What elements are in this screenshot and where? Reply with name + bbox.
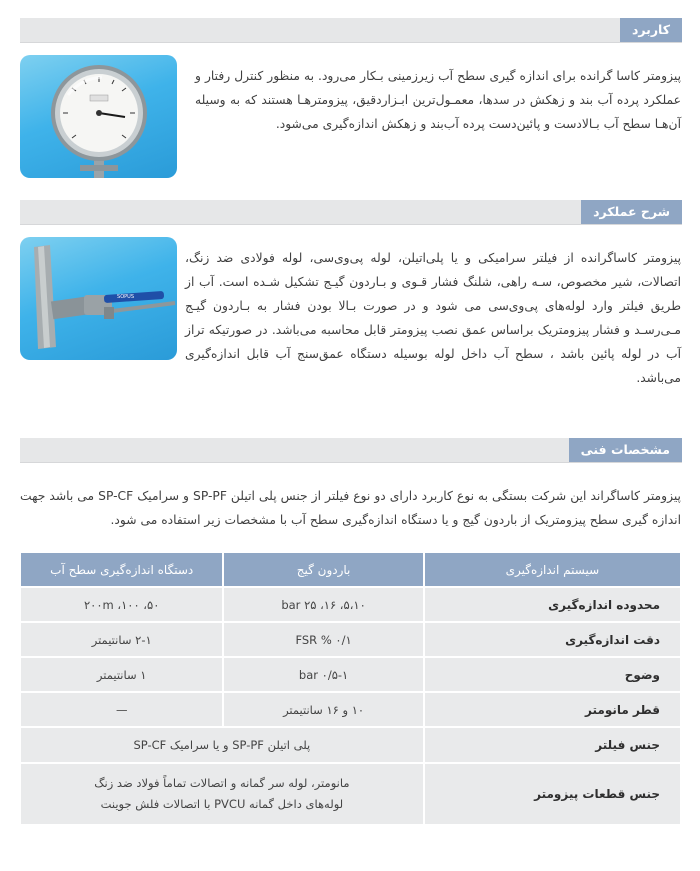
svg-text:SOPUS: SOPUS <box>117 294 134 300</box>
section-title-operation: شرح عملکرد <box>581 200 682 224</box>
header-measuring-system: سیستم اندازه‌گیری <box>424 553 681 587</box>
meter-cell: — <box>20 692 223 727</box>
row-label: محدوده اندازه‌گیری <box>424 587 681 622</box>
gauge-cell: ۰/۵-۱ bar <box>223 657 423 692</box>
row-label: دقت اندازه‌گیری <box>424 622 681 657</box>
table-row-filter <box>20 727 681 763</box>
gauge-cell: ۵،۱۰، ۱۶، ۲۵ bar <box>223 587 423 622</box>
pressure-gauge-photo <box>20 55 177 178</box>
table-row-parts <box>20 763 681 825</box>
usage-text: پیزومتر کاسا گرانده برای اندازه گیری سطح آب زیرزمینی بـکار می‌رود. به منظور کنترل رفتار و عملکرد پرده آب بند و زهکش در سدها، معمـول‌ترین ابـزاردقیق، پیزومترهـا هستند که به وسیله آن‌هـا سطح آب بـالادست و پائین‌دست پرده آب‌بند و زهکش اندازه‌گیری می‌شود. <box>195 69 681 131</box>
table-header-row <box>20 553 681 587</box>
table-row <box>20 622 681 657</box>
section-header-usage <box>20 18 682 43</box>
header-bourdon-gauge: باردون گیج <box>223 553 423 587</box>
parts-line-2: لوله‌های داخل گمانه PVCU با اتصالات فلش جوینت <box>100 797 344 811</box>
gauge-cell: ۱۰ و ۱۶ سانتیمتر <box>223 692 423 727</box>
meter-cell: ۱ سانتیمتر <box>20 657 223 692</box>
piezometer-parts-photo <box>20 237 177 360</box>
row-label: جنس فیلتر <box>424 727 681 763</box>
row-label: وضوح <box>424 657 681 692</box>
operation-text: پیزومتر کاساگرانده از فیلتر سرامیکی و یا پلی‌اتیلن، لوله پی‌وی‌سی، لوله فولادی ضد زنگ، اتصالات، شیر مخصوص، سـه راهی، شلنگ فشار قـوی و بـاردون گیـج تشکیل شـده است. آب از طریق فیلتر وارد لوله‌های پی‌وی‌سی می شود و در صورت بـالا بودن فشار به بـاردون گیـج مـی‌رسـد و فشار پیزومتریک براساس عمق نصب پیزومتر قابل محاسبه می‌باشد. در صورتیکه تراز آب در لوله پائین باشد ، سطح آب داخل لوله بوسیله دستگاه عمق‌سنج آب قابل اندازه‌گیری می‌باشد. <box>185 251 681 385</box>
parts-line-1: مانومتر، لوله سر گمانه و اتصالات تماماً فولاد ضد زنگ <box>94 776 350 790</box>
section-header-specs <box>20 438 682 463</box>
section-header-operation <box>20 200 682 225</box>
section-title-usage: کاربرد <box>620 18 682 42</box>
specs-text: پیزومتر کاساگراند این شرکت بستگی به نوع کاربرد دارای دو نوع فیلتر از جنس پلی اتیلن SP-PF و سرامیک SP-CF می باشد جهت اندازه گیری سطح پیزومتریک از باردون گیج و یا دستگاه اندازه‌گیری سطح آب با مشخصات زیر استفاده می شود. <box>20 489 681 527</box>
row-label: جنس قطعات پیزومتر <box>424 763 681 825</box>
usage-paragraph <box>195 64 681 136</box>
meter-cell: ۲-۱ سانتیمتر <box>20 622 223 657</box>
section-title-specs: مشخصات فنی <box>569 438 682 462</box>
parts-material-cell <box>20 763 424 825</box>
filter-material-cell: پلی اتیلن SP-PF و یا سرامیک SP-CF <box>20 727 424 763</box>
table-row <box>20 657 681 692</box>
table-row <box>20 692 681 727</box>
specs-paragraph <box>20 484 681 532</box>
operation-paragraph <box>185 246 681 390</box>
table-row <box>20 587 681 622</box>
specs-table <box>19 553 682 826</box>
meter-cell: ۵۰، ۱۰۰، ۲۰۰m <box>20 587 223 622</box>
row-label: قطر مانومتر <box>424 692 681 727</box>
header-water-level-meter: دستگاه اندازه‌گیری سطح آب <box>20 553 223 587</box>
gauge-cell: ۰/۱ % FSR <box>223 622 423 657</box>
